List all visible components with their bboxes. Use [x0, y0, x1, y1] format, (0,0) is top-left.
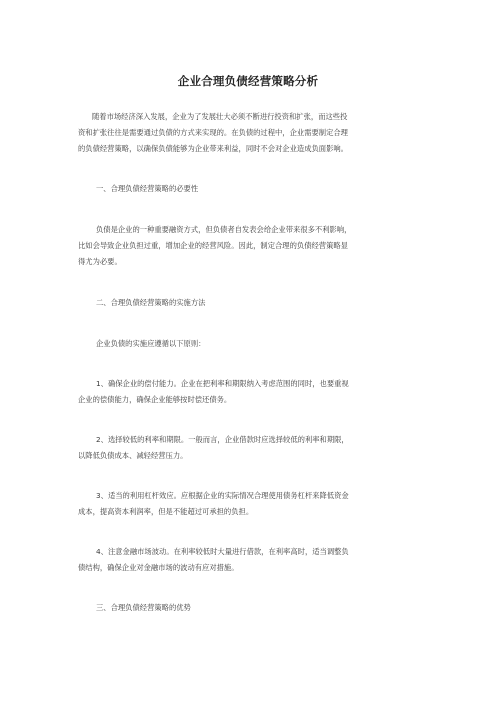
principle-2-line-1: 2、选择较低的利率和期限。一般而言，企业借款时应选择较低的利率和期限，	[96, 435, 349, 444]
intro-line-2: 资和扩张往往是需要通过负债的方式来实现的。在负债的过程中，企业需要制定合理	[78, 128, 348, 137]
document-title: 企业合理负债经营策略分析	[177, 74, 319, 88]
section-1-line-3: 得尤为必要。	[78, 257, 122, 266]
principle-2-line-2: 以降低负债成本、减轻经营压力。	[78, 451, 188, 460]
intro-line-1: 随着市场经济深入发展，企业为了发展壮大必须不断进行投资和扩张，而这些投	[92, 112, 348, 121]
section-1-line-1: 负债是企业的一种重要融资方式，但负债者自发表会给企业带来很多不利影响，	[96, 225, 352, 234]
section-2-heading: 二、合理负债经营策略的实施方法	[96, 298, 206, 307]
principle-4-line-2: 债结构，确保企业对金融市场的波动有应对措施。	[78, 563, 239, 572]
section-2-lead: 企业负债的实施应遵循以下原则：	[96, 339, 206, 348]
principle-1-line-2: 企业的偿债能力，确保企业能够按时偿还债务。	[78, 395, 232, 404]
section-1-line-2: 比如会导致企业负担过重，增加企业的经营风险。因此，制定合理的负债经营策略显	[78, 241, 348, 250]
principle-1-line-1: 1、确保企业的偿付能力。企业在把利率和期限纳入考虑范围的同时，也要重视	[96, 379, 349, 388]
section-3-heading: 三、合理负债经营策略的优势	[96, 603, 191, 612]
intro-line-3: 的负债经营策略，以确保负债能够为企业带来利益，同时不会对企业造成负面影响。	[78, 144, 348, 153]
section-1-heading: 一、合理负债经营策略的必要性	[96, 184, 199, 193]
principle-3-line-1: 3、适当的利用杠杆效应。应根据企业的实际情况合理使用债务杠杆来降低资金	[96, 491, 349, 500]
principle-4-line-1: 4、注意金融市场波动。在利率较低时大量进行借款，在利率高时，适当调整负	[96, 547, 349, 556]
principle-3-line-2: 成本，提高资本利润率，但是不能超过可承担的负担。	[78, 507, 254, 516]
